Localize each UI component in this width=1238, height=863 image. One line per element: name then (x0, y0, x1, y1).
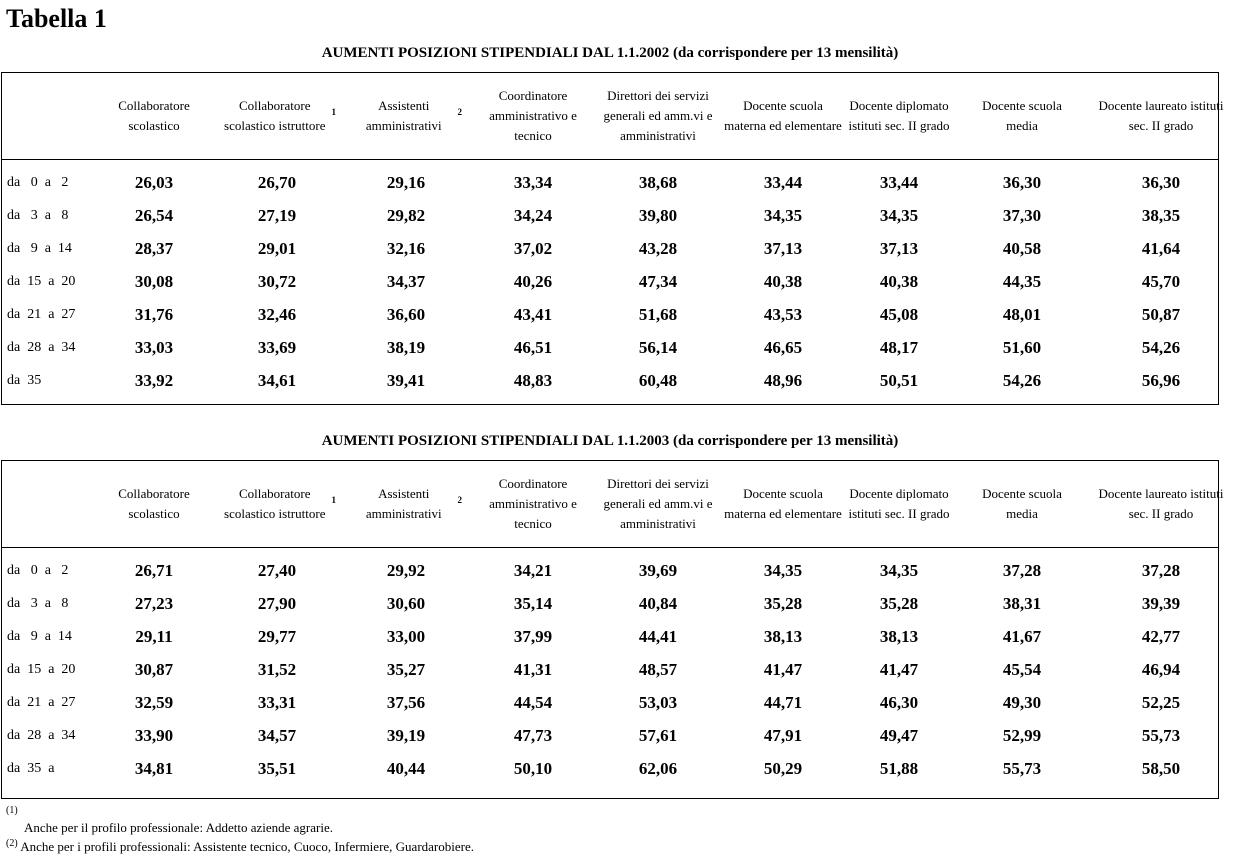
table-cell: 50,87 (1141, 305, 1181, 324)
table-cell: 33,00 (386, 627, 426, 646)
column-header (97, 73, 212, 159)
footnote-mark: (1) (6, 805, 18, 816)
column-header-footnote-ref: 2 (457, 107, 462, 117)
table-cell: 45,70 (1141, 272, 1181, 291)
column-header-label: Collaboratore scolastico istruttore (224, 98, 326, 133)
table-cell: 40,58 (1002, 239, 1042, 258)
table-cell: 27,23 (134, 594, 174, 613)
column-header-label: Docente laureato istituti sec. II grado (1098, 98, 1224, 133)
table-cell: 41,31 (513, 660, 553, 679)
table-cell: 26,54 (134, 206, 174, 225)
table-cell: 46,30 (879, 693, 919, 712)
table-cell: 41,47 (879, 660, 919, 679)
table-cell: 35,27 (386, 660, 426, 679)
footnote-text: Anche per i profili professionali: Assistente tecnico, Cuoco, Infermiere, Guardarobiere. (20, 839, 474, 854)
column-header-label: Collaboratore scolastico (118, 98, 190, 133)
table-cell: 37,13 (879, 239, 919, 258)
table-cell: 40,38 (879, 272, 919, 291)
table-cell: 41,47 (763, 660, 803, 679)
column-header (840, 461, 958, 547)
table-cell: 33,44 (879, 173, 919, 192)
table-cell: 29,01 (257, 239, 297, 258)
table-cell: 38,13 (763, 627, 803, 646)
table-cell: 58,50 (1141, 759, 1181, 778)
table-cell: 39,19 (386, 726, 426, 745)
column-header-footnote-ref: 2 (457, 495, 462, 505)
table-title-2003: AUMENTI POSIZIONI STIPENDIALI DAL 1.1.2003 (da corrispondere per 13 mensilità) (321, 433, 899, 449)
table-cell: 40,26 (513, 272, 553, 291)
page-title: Tabella 1 (6, 4, 107, 33)
table-cell: 35,28 (879, 594, 919, 613)
table-cell: 38,31 (1002, 594, 1042, 613)
column-header (840, 73, 958, 159)
column-header (350, 73, 462, 159)
column-header (97, 461, 212, 547)
column-header-label: Direttori dei servizi generali ed amm.vi e amministrativi (603, 476, 713, 531)
table-cell: 56,96 (1141, 371, 1181, 390)
table-cell: 41,67 (1002, 627, 1042, 646)
table-cell: 29,11 (135, 627, 173, 646)
table-cell: 34,35 (763, 561, 803, 580)
table-cell: 50,29 (763, 759, 803, 778)
footnote-1 (6, 806, 333, 836)
table-cell: 50,10 (513, 759, 553, 778)
table-cell: 34,21 (513, 561, 553, 580)
table-cell: 47,73 (513, 726, 553, 745)
table-cell: 45,08 (879, 305, 919, 324)
column-header (599, 461, 717, 547)
table-cell: 53,03 (638, 693, 678, 712)
row-label: da 28 a 34 (7, 340, 76, 355)
table-cell: 54,26 (1141, 338, 1181, 357)
column-header-label: Collaboratore scolastico (118, 486, 190, 521)
row-label: da 35 (7, 373, 42, 388)
table-cell: 47,91 (763, 726, 803, 745)
table-cell: 36,30 (1141, 173, 1181, 192)
table-cell: 34,35 (879, 561, 919, 580)
table-cell: 49,30 (1002, 693, 1042, 712)
table-cell: 39,80 (638, 206, 678, 225)
table-row (2, 554, 1218, 587)
table-cell: 51,88 (879, 759, 919, 778)
table-cell: 37,30 (1002, 206, 1042, 225)
column-header-label: Assistenti amministrativi (365, 98, 442, 133)
column-header-label: Docente diplomato istituti sec. II grado (848, 98, 950, 133)
column-header (599, 73, 717, 159)
table-cell: 36,30 (1002, 173, 1042, 192)
row-label: da 3 a 8 (7, 596, 69, 611)
table-row (2, 199, 1218, 232)
table-cell: 30,87 (134, 660, 174, 679)
table-cell: 34,81 (134, 759, 174, 778)
table-cell: 52,99 (1002, 726, 1042, 745)
table-cell: 43,41 (513, 305, 553, 324)
table-cell: 27,19 (257, 206, 297, 225)
table-cell: 46,94 (1141, 660, 1181, 679)
row-label: da 3 a 8 (7, 208, 69, 223)
row-label: da 9 a 14 (7, 629, 72, 644)
table-cell: 35,28 (763, 594, 803, 613)
table-cell: 35,14 (513, 594, 553, 613)
column-header-label: Collaboratore scolastico istruttore (224, 486, 326, 521)
table-cell: 48,57 (638, 660, 678, 679)
table-cell: 33,44 (763, 173, 803, 192)
table-cell: 54,26 (1002, 371, 1042, 390)
table-cell: 34,35 (879, 206, 919, 225)
table-cell: 44,54 (513, 693, 553, 712)
footnote-2 (6, 839, 474, 855)
table-cell: 27,90 (257, 594, 297, 613)
table-row (2, 620, 1218, 653)
column-header (470, 461, 596, 547)
table-cell: 47,34 (638, 272, 678, 291)
table-cell: 40,84 (638, 594, 678, 613)
table-cell: 48,17 (879, 338, 919, 357)
table-cell: 27,40 (257, 561, 297, 580)
table-cell: 31,76 (134, 305, 174, 324)
column-header-label: Docente laureato istituti sec. II grado (1098, 486, 1224, 521)
table-cell: 30,60 (386, 594, 426, 613)
table-header-row (2, 461, 1224, 548)
table-cell: 34,35 (763, 206, 803, 225)
table-title-2002: AUMENTI POSIZIONI STIPENDIALI DAL 1.1.2002 (da corrispondere per 13 mensilità) (321, 45, 899, 61)
table-cell: 34,24 (513, 206, 553, 225)
table-cell: 46,51 (513, 338, 553, 357)
table-row (2, 653, 1218, 686)
row-label: da 35 a (7, 761, 55, 776)
table-cell: 50,51 (879, 371, 919, 390)
column-header (724, 461, 842, 547)
table-row (2, 719, 1218, 752)
column-header (350, 461, 462, 547)
column-header-footnote-ref: 1 (331, 107, 336, 117)
table-cell: 36,60 (386, 305, 426, 324)
table-cell: 37,28 (1002, 561, 1042, 580)
table-cell: 33,92 (134, 371, 174, 390)
column-header (218, 73, 336, 159)
column-header-label: Docente scuola media (982, 98, 1062, 133)
row-label: da 15 a 20 (7, 274, 76, 289)
table-cell: 26,71 (134, 561, 174, 580)
column-header (470, 73, 596, 159)
footnote-text: Anche per il profilo professionale: Addetto aziende agrarie. (24, 820, 333, 835)
table-cell: 49,47 (879, 726, 919, 745)
table-body (2, 160, 1218, 397)
column-header-footnote-ref: 1 (331, 495, 336, 505)
row-label: da 0 a 2 (7, 563, 69, 578)
row-label: da 21 a 27 (7, 695, 76, 710)
column-header-label: Docente scuola media (982, 486, 1062, 521)
table-cell: 46,65 (763, 338, 803, 357)
table-cell: 33,03 (134, 338, 174, 357)
table-cell: 39,69 (638, 561, 678, 580)
table-cell: 29,77 (257, 627, 297, 646)
table-cell: 43,53 (763, 305, 803, 324)
table-cell: 56,14 (638, 338, 678, 357)
table-row (2, 364, 1218, 397)
column-header-label: Coordinatore amministrativo e tecnico (489, 476, 577, 531)
column-header (968, 461, 1076, 547)
table-cell: 44,35 (1002, 272, 1042, 291)
table-cell: 38,13 (879, 627, 919, 646)
table-cell: 38,68 (638, 173, 678, 192)
table-cell: 39,39 (1141, 594, 1181, 613)
table-row (2, 232, 1218, 265)
row-label: da 0 a 2 (7, 175, 69, 190)
column-header-label: Docente diplomato istituti sec. II grado (848, 486, 950, 521)
table-cell: 42,77 (1141, 627, 1181, 646)
table-cell: 32,46 (257, 305, 297, 324)
table-cell: 37,02 (513, 239, 553, 258)
table-body (2, 548, 1218, 785)
table-cell: 32,59 (134, 693, 174, 712)
table-cell: 44,71 (763, 693, 803, 712)
table-cell: 32,16 (386, 239, 426, 258)
column-header (724, 73, 842, 159)
table-cell: 28,37 (134, 239, 174, 258)
table-cell: 55,73 (1002, 759, 1042, 778)
table-cell: 39,41 (386, 371, 426, 390)
table-cell: 33,69 (257, 338, 297, 357)
table-cell: 37,13 (763, 239, 803, 258)
table-row (2, 752, 1218, 785)
table-cell: 38,35 (1141, 206, 1181, 225)
table-cell: 37,99 (513, 627, 553, 646)
table-cell: 48,01 (1002, 305, 1042, 324)
table-row (2, 166, 1218, 199)
table-cell: 40,38 (763, 272, 803, 291)
row-label: da 15 a 20 (7, 662, 76, 677)
table-cell: 34,37 (386, 272, 426, 291)
row-label: da 28 a 34 (7, 728, 76, 743)
column-header-label: Docente scuola materna ed elementare (724, 98, 842, 133)
column-header (218, 461, 336, 547)
table-cell: 48,83 (513, 371, 553, 390)
table-cell: 30,08 (134, 272, 174, 291)
table-row (2, 331, 1218, 364)
table-cell: 30,72 (257, 272, 297, 291)
table-cell: 29,92 (386, 561, 426, 580)
table-cell: 34,61 (257, 371, 297, 390)
table-cell: 31,52 (257, 660, 297, 679)
column-header-label: Coordinatore amministrativo e tecnico (489, 88, 577, 143)
table-cell: 62,06 (638, 759, 678, 778)
table-cell: 44,41 (638, 627, 678, 646)
table-cell: 43,28 (638, 239, 678, 258)
table-cell: 45,54 (1002, 660, 1042, 679)
column-header (1097, 73, 1225, 159)
salary-table-2003 (1, 460, 1224, 799)
table-cell: 26,03 (134, 173, 174, 192)
table-cell: 52,25 (1141, 693, 1181, 712)
table-cell: 34,57 (257, 726, 297, 745)
table-cell: 29,82 (386, 206, 426, 225)
table-cell: 57,61 (638, 726, 678, 745)
table-header-row (2, 73, 1224, 160)
row-label: da 21 a 27 (7, 307, 76, 322)
row-label: da 9 a 14 (7, 241, 72, 256)
table-cell: 37,56 (386, 693, 426, 712)
table-row (2, 686, 1218, 719)
table-row (2, 265, 1218, 298)
footnote-mark: (2) (6, 838, 18, 849)
column-header (1097, 461, 1225, 547)
salary-table-2002 (1, 72, 1224, 405)
table-cell: 29,16 (386, 173, 426, 192)
table-cell: 37,28 (1141, 561, 1181, 580)
table-cell: 33,90 (134, 726, 174, 745)
table-cell: 35,51 (257, 759, 297, 778)
table-row (2, 587, 1218, 620)
column-header (968, 73, 1076, 159)
column-header-label: Docente scuola materna ed elementare (724, 486, 842, 521)
table-cell: 55,73 (1141, 726, 1181, 745)
table-cell: 40,44 (386, 759, 426, 778)
table-cell: 60,48 (638, 371, 678, 390)
table-cell: 48,96 (763, 371, 803, 390)
table-row (2, 298, 1218, 331)
table-cell: 26,70 (257, 173, 297, 192)
table-cell: 51,60 (1002, 338, 1042, 357)
column-header-label: Assistenti amministrativi (365, 486, 442, 521)
column-header-label: Direttori dei servizi generali ed amm.vi e amministrativi (603, 88, 713, 143)
table-cell: 51,68 (638, 305, 678, 324)
table-cell: 38,19 (386, 338, 426, 357)
table-cell: 41,64 (1141, 239, 1181, 258)
table-cell: 33,31 (257, 693, 297, 712)
table-cell: 33,34 (513, 173, 553, 192)
